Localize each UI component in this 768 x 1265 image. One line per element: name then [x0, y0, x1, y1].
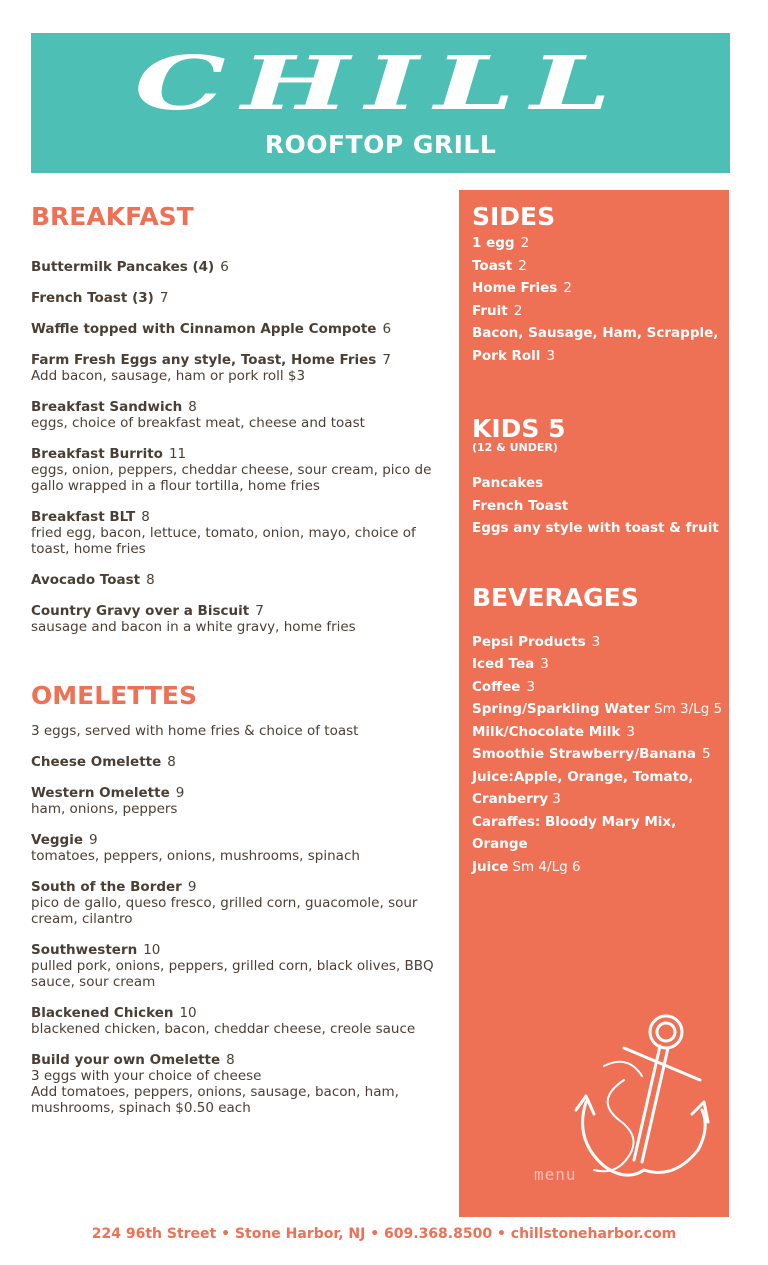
beverage-item	[472, 788, 724, 811]
menu-item	[31, 879, 441, 927]
item-name: Milk/Chocolate Milk	[472, 723, 621, 740]
logo-subtitle: ROOFTOP GRILL	[264, 130, 497, 159]
item-name: Pork Roll	[472, 347, 541, 364]
item-price: 2	[563, 280, 572, 296]
menu-item	[31, 321, 441, 337]
menu-item	[31, 1052, 441, 1116]
menu-item	[31, 603, 441, 635]
beverages-list	[472, 631, 724, 879]
item-name: Waffle topped with Cinnamon Apple Compote	[31, 321, 377, 337]
item-name: Breakfast Sandwich	[31, 399, 183, 415]
beverage-item	[472, 811, 724, 856]
item-name: Pancakes	[472, 475, 544, 491]
item-price: 7	[159, 290, 169, 306]
item-price: 3	[591, 633, 601, 650]
item-name: Breakfast Burrito	[31, 446, 163, 462]
item-description: tomatoes, peppers, onions, mushrooms, spinach	[31, 848, 360, 864]
item-name: Western Omelette	[31, 785, 170, 801]
item-name: Iced Tea	[472, 656, 535, 672]
item-price: 9	[175, 785, 185, 801]
omelettes-title: OMELETTES	[31, 681, 197, 710]
anchor-icon	[564, 1010, 714, 1195]
item-price: 2	[513, 302, 523, 319]
kids-item	[472, 517, 724, 540]
item-name: Avocado Toast	[31, 572, 141, 588]
item-price: 6	[382, 321, 392, 337]
item-name: Eggs any style with toast & fruit	[472, 520, 719, 536]
item-price: 8	[146, 572, 155, 588]
item-price: 11	[168, 446, 187, 462]
side-item	[472, 255, 724, 278]
item-description: eggs, choice of breakfast meat, cheese and toast	[31, 415, 365, 431]
beverage-item	[472, 698, 724, 721]
beverage-item	[472, 653, 724, 676]
beverage-item	[472, 856, 724, 879]
beverages-title: BEVERAGES	[472, 582, 639, 612]
logo-title: CHILL	[134, 41, 627, 127]
side-item	[472, 345, 724, 368]
item-price: Sm 3/Lg 5	[654, 701, 723, 717]
item-price: 2	[518, 257, 527, 274]
breakfast-list	[31, 259, 441, 635]
menu-item	[31, 290, 441, 306]
side-item	[472, 300, 724, 323]
item-price: 10	[179, 1005, 197, 1021]
menu-item	[31, 509, 441, 557]
menu-item	[31, 754, 441, 770]
item-name: Blackened Chicken	[31, 1005, 174, 1021]
footer-contact: 224 96th Street • Stone Harbor, NJ • 609.368.8500 • chillstoneharbor.com	[91, 1226, 677, 1242]
beverage-item	[472, 766, 724, 789]
item-name: South of the Border	[31, 879, 182, 895]
item-price: 3	[626, 723, 635, 740]
item-description: pico de gallo, queso fresco, grilled corn, guacomole, sour cream, cilantro	[31, 895, 418, 927]
item-price: 10	[143, 942, 161, 958]
beverage-item	[472, 721, 724, 744]
item-description: blackened chicken, bacon, cheddar cheese, creole sauce	[31, 1021, 416, 1037]
omelettes-list	[31, 754, 441, 1116]
item-price: 8	[226, 1052, 235, 1068]
kids-list	[472, 472, 724, 540]
item-price: 5	[702, 746, 711, 762]
side-item	[472, 232, 724, 255]
menu-item	[31, 399, 441, 431]
kids-age-note: (12 & UNDER)	[472, 441, 558, 454]
item-description: ham, onions, peppers	[31, 801, 178, 817]
kids-title: KIDS 5	[472, 414, 566, 443]
item-name: Caraffes: Bloody Mary Mix, Orange	[472, 813, 677, 852]
item-price: 3	[540, 656, 549, 672]
menu-item	[31, 832, 441, 864]
item-description: pulled pork, onions, peppers, grilled corn, black olives, BBQ sauce, sour cream	[31, 958, 434, 990]
side-item	[472, 277, 724, 300]
omelettes-intro: 3 eggs, served with home fries & choice of toast	[31, 723, 359, 739]
beverage-item	[472, 743, 724, 766]
left-column	[31, 200, 441, 1116]
item-name: Bacon, Sausage, Ham, Scrapple,	[472, 325, 719, 341]
sides-title: SIDES	[472, 202, 556, 231]
item-name: Fruit	[472, 302, 508, 319]
item-name: French Toast	[472, 497, 569, 514]
item-price: 9	[88, 832, 98, 848]
menu-watermark: menu	[534, 1165, 577, 1184]
panel-content	[472, 202, 724, 878]
menu-item	[31, 785, 441, 817]
item-name: Home Fries	[472, 280, 558, 296]
item-name: 1 egg	[472, 235, 515, 251]
item-price: 3	[552, 791, 561, 807]
item-price: 3	[546, 347, 556, 364]
item-name: Toast	[472, 257, 513, 274]
item-description: fried egg, bacon, lettuce, tomato, onion, mayo, choice of toast, home fries	[31, 525, 416, 557]
item-name: Build your own Omelette	[31, 1052, 221, 1068]
item-description: Add bacon, sausage, ham or pork roll $3	[31, 368, 306, 384]
menu-item	[31, 446, 441, 494]
kids-item	[472, 495, 724, 518]
item-price: 8	[167, 754, 176, 770]
menu-item	[31, 572, 441, 588]
item-price: 7	[382, 352, 391, 368]
menu-item	[31, 259, 441, 275]
item-name: Country Gravy over a Biscuit	[31, 603, 250, 619]
header-banner	[31, 33, 730, 173]
side-panel	[459, 190, 729, 1217]
sides-list	[472, 232, 724, 367]
item-description-addon: Add tomatoes, peppers, onions, sausage, bacon, ham, mushrooms, spinach $0.50 each	[31, 1084, 399, 1116]
kids-item	[472, 472, 724, 495]
item-price: 2	[520, 235, 530, 251]
item-price: Sm 4/Lg 6	[512, 858, 581, 875]
item-name: French Toast (3)	[31, 290, 154, 306]
item-description: eggs, onion, peppers, cheddar cheese, sour cream, pico de gallo wrapped in a flour tortilla, home fries	[31, 462, 432, 494]
item-name: Pepsi Products	[472, 633, 586, 650]
item-description: 3 eggs with your choice of cheese	[31, 1068, 262, 1084]
beverage-item	[472, 676, 724, 699]
item-name: Cheese Omelette	[31, 754, 162, 770]
item-name: Veggie	[31, 832, 83, 848]
item-name: Coffee	[472, 678, 521, 695]
breakfast-title: BREAKFAST	[31, 202, 194, 231]
item-price: 9	[187, 879, 197, 895]
item-description: sausage and bacon in a white gravy, home fries	[31, 619, 356, 635]
item-name: Spring/Sparkling Water	[472, 701, 651, 717]
item-price: 8	[141, 509, 150, 525]
item-name: Smoothie Strawberry/Banana	[472, 746, 697, 762]
item-name: Cranberry	[472, 791, 549, 807]
item-price: 3	[526, 678, 536, 695]
item-name: Breakfast BLT	[31, 509, 136, 525]
item-name: Buttermilk Pancakes (4)	[31, 259, 215, 275]
item-price: 6	[220, 259, 229, 275]
side-item	[472, 322, 724, 345]
beverage-item	[472, 631, 724, 654]
menu-item	[31, 1005, 441, 1037]
menu-item	[31, 942, 441, 990]
item-price: 7	[255, 603, 264, 619]
item-name: Farm Fresh Eggs any style, Toast, Home Fries	[31, 352, 377, 368]
item-name: Juice	[472, 858, 509, 875]
item-price: 8	[188, 399, 197, 415]
item-name: Southwestern	[31, 942, 138, 958]
item-name: Juice:Apple, Orange, Tomato,	[472, 768, 694, 785]
menu-item	[31, 352, 441, 384]
